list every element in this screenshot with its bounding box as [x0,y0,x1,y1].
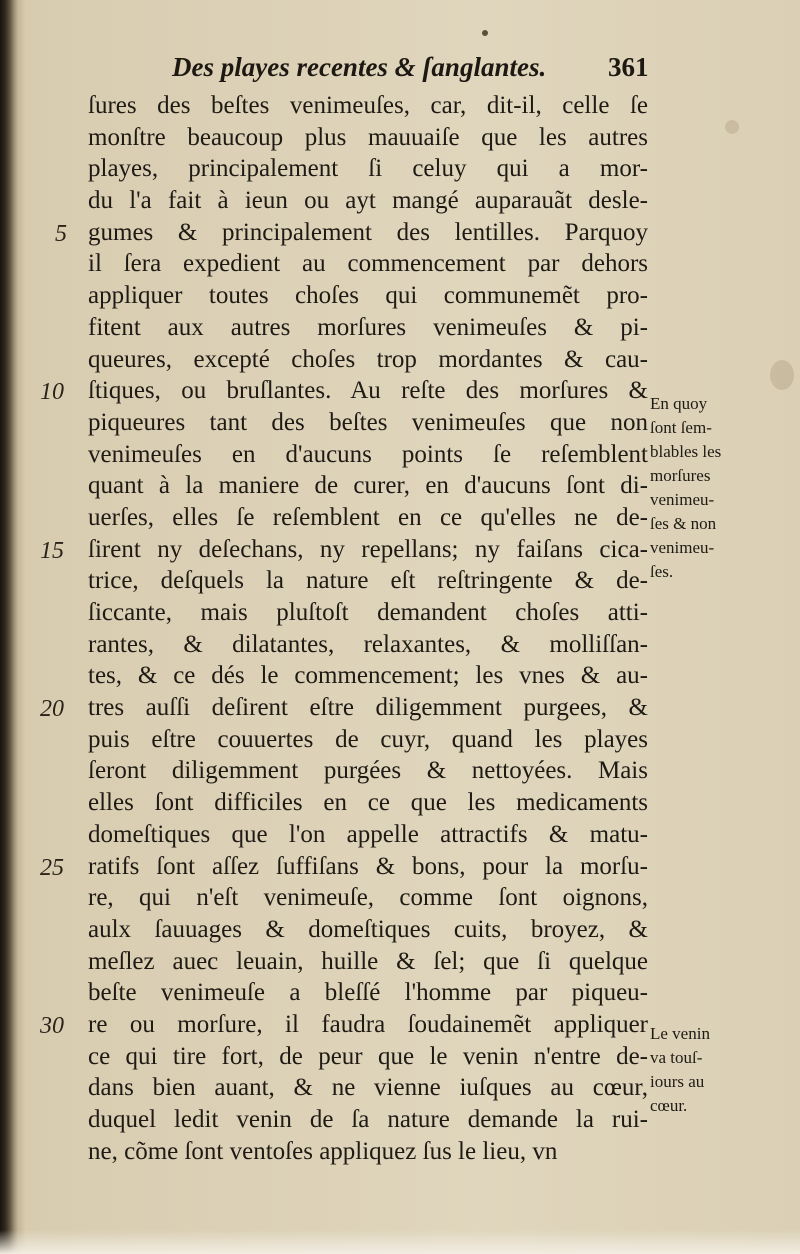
text-line: rantes, & dilatantes, relaxantes, & molliſſan- [88,630,648,658]
text-line: ſirent ny deſechans, ny repellans; ny faiſans cica- [88,535,648,563]
ink-speck [482,30,488,36]
line-number: 10 [40,379,64,406]
text-line: ſtiques, ou bruſlantes. Au reſte des morſures & [88,377,648,405]
text-line: ſeront diligemment purgées & nettoyées. Mais [88,757,648,785]
text-line: domeſtiques que l'on appelle attractifs & matu- [88,820,648,848]
paper-stain [725,120,739,134]
text-line: ce qui tire fort, de peur que le venin n'entre de- [88,1042,648,1070]
text-line: ſiccante, mais pluſtoſt demandent choſes atti- [88,599,648,626]
text-line: gumes & principalement des lentilles. Parquoy [88,218,648,246]
margin-note-line: cœur. [650,1096,688,1115]
margin-note-line: ſont ſem- [650,418,712,437]
margin-note-line: Le venin [650,1024,710,1043]
margin-note-line: blables les [650,442,722,461]
margin-note-line: venimeu- [650,490,715,509]
margin-note-line: venimeu- [650,538,715,557]
line-number: 30 [40,1013,64,1040]
text-line: ſures des beſtes venimeuſes, car, dit-il, celle ſe [88,92,648,119]
line-number: 15 [40,537,64,564]
running-title: Des playes recentes & ſanglantes. [172,52,547,82]
text-line: dans bien auant, & ne vienne iuſques au cœur, [88,1074,648,1102]
text-line: piqueures tant des beſtes venimeuſes que non [88,408,648,436]
margin-note-morsures [650,392,770,584]
text-line: aulx ſauuages & domeſtiques cuits, broyez, & [88,915,648,943]
page-number: 361 [608,52,649,82]
text-line: tres auſſi deſirent eſtre diligemment purgees, & [88,694,648,722]
margin-note-venin [650,1022,770,1118]
margin-note-line: ſes & non [650,514,717,533]
text-line: du l'a fait à ieun ou ayt mangé auparauãt desle- [88,187,648,215]
text-line: appliquer toutes choſes qui communemẽt pro- [88,282,648,310]
margin-note-line: morſures [650,466,711,485]
text-line: playes, principalement ſi celuy qui a mor- [88,155,648,183]
line-number: 20 [40,696,64,723]
margin-note-line: ſes. [650,562,674,581]
margin-note-line: iours au [650,1072,705,1091]
margin-note-line: En quoy [650,394,708,413]
body-text [88,90,648,1167]
text-line: ne, cõme ſont ventoſes appliquez ſus le lieu, vn [88,1137,558,1165]
text-line: ratifs ſont aſſez ſuffiſans & bons, pour la morſu- [88,852,648,880]
text-line: venimeuſes en d'aucuns points ſe reſemblent [88,440,648,468]
paper-stain [770,360,794,390]
text-line: re, qui n'eſt venimeuſe, comme ſont oignons, [88,884,648,912]
text-line: queures, excepté choſes trop mordantes & cau- [88,345,648,373]
text-line: quant à la maniere de curer, en d'aucuns ſont di- [88,472,648,500]
gutter-shadow [0,0,18,1254]
line-number: 25 [40,854,64,881]
text-line: duquel ledit venin de ſa nature demande la rui- [88,1106,648,1133]
text-line: il ſera expedient au commencement par dehors [88,250,648,278]
text-line: puis eſtre couuertes de cuyr, quand les playes [88,725,648,753]
text-line: monſtre beaucoup plus mauuaiſe que les autres [88,123,648,151]
text-line: elles ſont difficiles en ce que les medicaments [88,789,648,817]
text-line: uerſes, elles ſe reſemblent en ce qu'elles ne de- [88,503,648,531]
margin-note-line: va touſ- [650,1048,703,1067]
line-number: 5 [55,220,67,247]
text-line: fitent aux autres morſures venimeuſes & pi- [88,313,648,341]
text-line: meſlez auec leuain, huille & ſel; que ſi quelque [88,947,648,975]
page-bottom-edge [0,1230,800,1254]
text-line: tes, & ce dés le commencement; les vnes & au- [88,662,648,690]
text-line: beſte venimeuſe a bleſſé l'homme par piqueu- [88,979,648,1007]
text-line: re ou morſure, il faudra ſoudainemẽt appliquer [88,1010,648,1038]
text-line: trice, deſquels la nature eſt reſtringente & de- [88,567,648,595]
